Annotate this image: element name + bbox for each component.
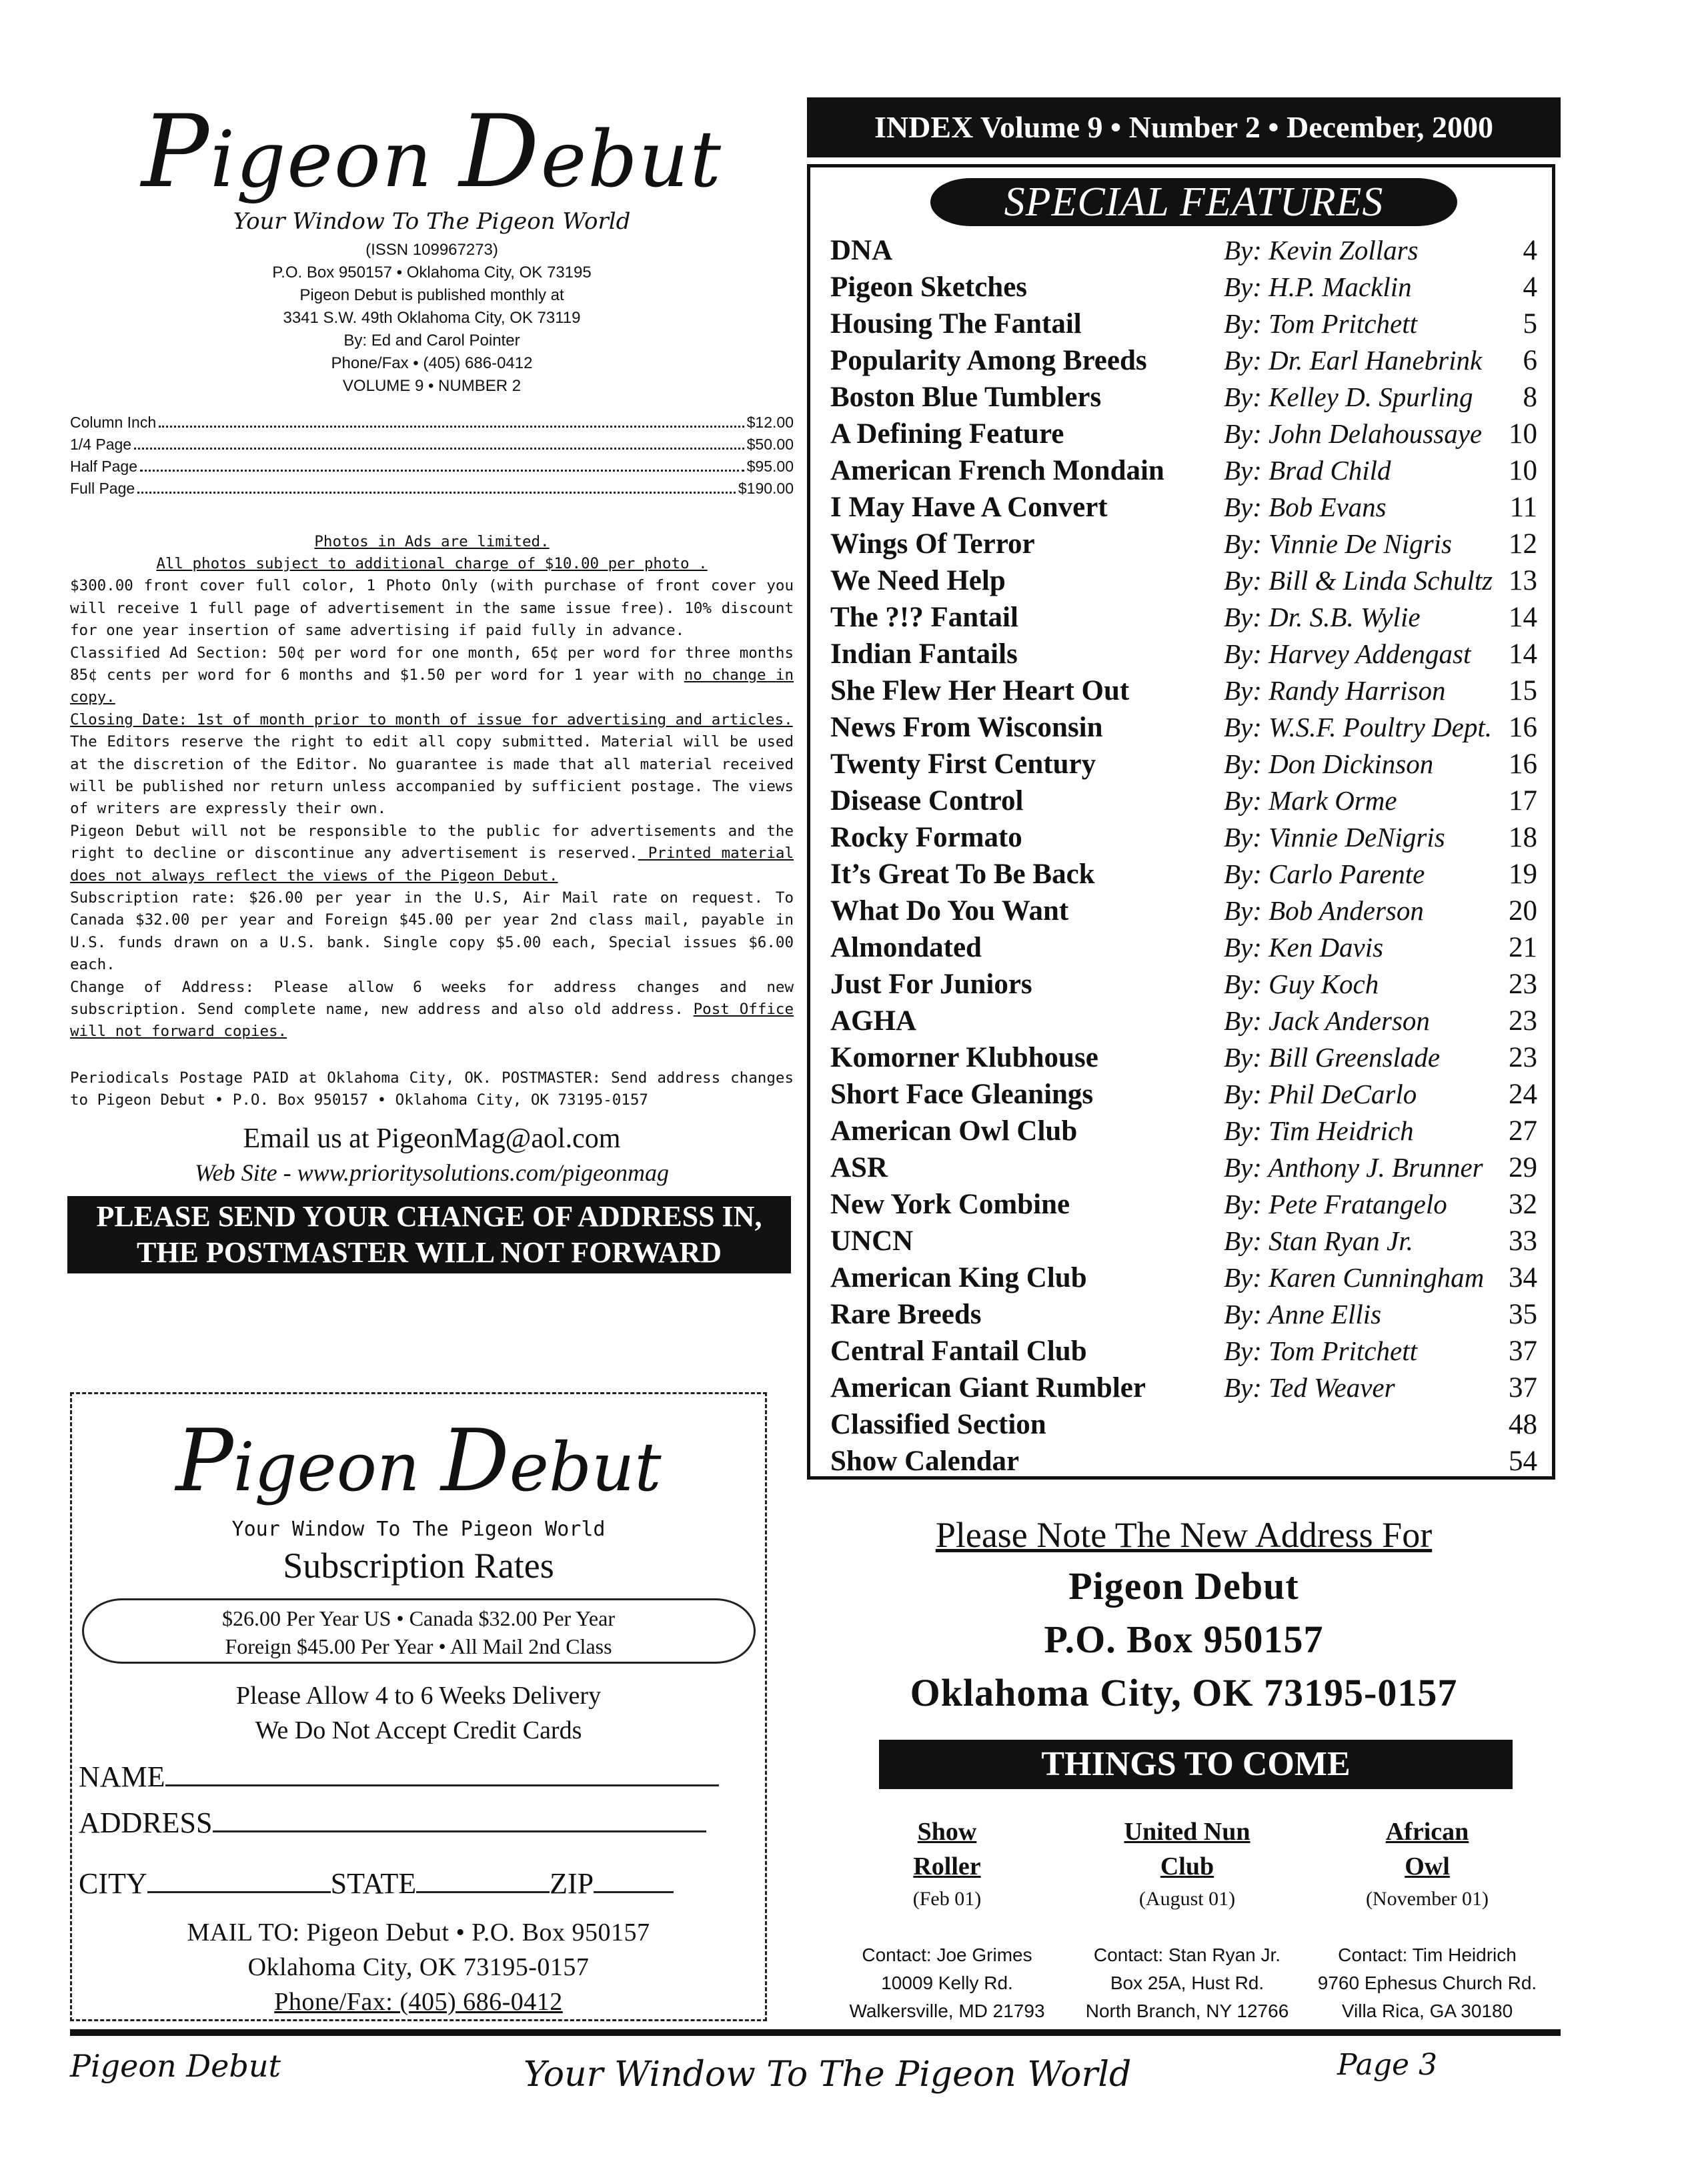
po-box: P.O. Box 950157 • Oklahoma City, OK 73195: [272, 263, 592, 282]
things-to-come: [827, 1814, 1547, 2025]
photos-limited: Photos in Ads are limited.: [314, 532, 550, 550]
change-of-address-terms: Change of Address: Please allow 6 weeks for address changes and new subscription. Send complete name, new address and also old address. Post Office will not forward copies.: [70, 978, 794, 1041]
state-input-line[interactable]: [416, 1868, 550, 1893]
index-entry: [830, 748, 1537, 784]
subscription-terms: Subscription rate: $26.00 per year in the U.S, Air Mail rate on request. To Canada $32.00 per year and Foreign $45.00 per year 2nd class mail, payable in U.S. funds drawn on a U.S. bank. Single copy $5.00 each, Special issues $6.00 each.: [70, 889, 794, 974]
entry-page: 23: [1509, 969, 1537, 1000]
entry-author: By: Carlo Parente: [1224, 859, 1425, 889]
entry-page: 34: [1509, 1262, 1537, 1293]
address-field[interactable]: ADDRESS: [79, 1806, 765, 1840]
entry-title: News From Wisconsin: [830, 712, 1103, 743]
entry-page: 8: [1523, 382, 1537, 413]
entry-title: I May Have A Convert: [830, 492, 1108, 523]
index-entry: [830, 491, 1537, 528]
email-line: Email us at PigeonMag@aol.com: [243, 1123, 621, 1154]
index-entry: [830, 1298, 1537, 1335]
entry-title: Classified Section: [830, 1409, 1046, 1440]
entry-title: Short Face Gleanings: [830, 1079, 1094, 1110]
masthead-logo: Pigeon Debut: [141, 94, 722, 210]
index-entry: [830, 344, 1537, 381]
entry-page: 10: [1509, 455, 1537, 486]
entry-page: 32: [1509, 1189, 1537, 1220]
entry-author: By: Karen Cunningham: [1224, 1262, 1485, 1293]
classified-terms: Classified Ad Section: 50¢ per word for one month, 65¢ per word for three months 85¢ cents per word for 6 months and $1.50 per word for 1 year with no change in copy.: [70, 644, 794, 706]
entry-page: 14: [1509, 602, 1537, 633]
cover-terms: $300.00 front cover full color, 1 Photo Only (with purchase of front cover you will receive 1 full page of advertisement in the same issue free). 10% discount for one year insertion of same advertising if paid fully in advance.: [70, 577, 794, 640]
advertising-terms: [70, 531, 794, 1043]
entry-title: Disease Control: [830, 785, 1024, 816]
entry-author: By: Anthony J. Brunner: [1224, 1152, 1483, 1183]
entry-title: Show Calendar: [830, 1446, 1020, 1477]
closing-date: Closing Date: 1st of month prior to month of issue for advertising and articles.: [70, 710, 793, 728]
entry-title: Indian Fantails: [830, 638, 1018, 670]
entry-page: 15: [1509, 675, 1537, 706]
event-column: Show Roller (Feb 01) Contact: Joe Grimes 10009 Kelly Rd. Walkersville, MD 21793: [849, 1818, 1045, 2021]
city-input-line[interactable]: [147, 1868, 331, 1893]
footer-rule: [70, 2029, 1561, 2036]
index-entry: [830, 271, 1537, 308]
entry-title: ASR: [830, 1152, 888, 1183]
entry-author: By: Bob Anderson: [1224, 895, 1424, 926]
city-state-zip-field[interactable]: CITY STATE ZIP: [79, 1866, 765, 1900]
index-entry: [830, 1225, 1537, 1261]
entry-author: By: Tom Pritchett: [1224, 308, 1418, 339]
name-field[interactable]: NAME: [79, 1760, 765, 1794]
entry-title: American King Club: [830, 1262, 1087, 1293]
index-entry: [830, 784, 1537, 821]
entry-title: Central Fantail Club: [830, 1335, 1087, 1367]
editors-terms: The Editors reserve the right to edit all copy submitted. Material will be used at the discretion of the Editor. No guarantee is made that all material received will be published nor return unless accompanied by sufficient postage. The views of writers are expressly their own.: [70, 733, 794, 818]
entry-author: By: Bill & Linda Schultz: [1224, 565, 1493, 596]
entry-author: By: Brad Child: [1224, 455, 1391, 486]
entry-page: 33: [1509, 1225, 1537, 1257]
index-entry: [830, 528, 1537, 564]
entry-author: By: Ken Davis: [1224, 932, 1384, 963]
entry-page: 5: [1523, 308, 1537, 340]
index-entry: [830, 234, 1537, 271]
entry-author: By: Vinnie De Nigris: [1224, 528, 1452, 559]
entry-title: Housing The Fantail: [830, 308, 1082, 340]
left-column: [70, 94, 794, 1273]
published-monthly: Pigeon Debut is published monthly at: [299, 286, 564, 304]
index-entry: [830, 1041, 1537, 1078]
entry-page: 6: [1523, 345, 1537, 376]
entry-title: It’s Great To Be Back: [830, 859, 1095, 890]
entry-page: 16: [1509, 748, 1537, 780]
entry-title: Pigeon Sketches: [830, 271, 1028, 303]
index-entry: [830, 821, 1537, 858]
entry-page: 16: [1509, 712, 1537, 743]
index-entry: [830, 858, 1537, 895]
entry-author: By: John Delahoussaye: [1224, 418, 1483, 449]
entry-author: By: W.S.F. Poultry Dept.: [1224, 712, 1492, 742]
masthead: [70, 94, 794, 398]
entry-author: By: Kevin Zollars: [1224, 235, 1419, 265]
entry-author: By: Vinnie DeNigris: [1224, 822, 1445, 853]
index-entry: [830, 381, 1537, 418]
new-address-box: P.O. Box 950157: [1044, 1618, 1324, 1661]
delivery-note: Please Allow 4 to 6 Weeks Delivery We Do Not Accept Credit Cards: [235, 1682, 602, 1744]
change-of-address-notice: PLEASE SEND YOUR CHANGE OF ADDRESS IN, THE POSTMASTER WILL NOT FORWARD: [67, 1196, 791, 1273]
subscription-form: [70, 1392, 767, 2021]
responsibility-terms: Pigeon Debut will not be responsible to the public for advertisements and the right to decline or discontinue any advertisement is reserved. Printed material does not always reflect the views of the Pigeon Debut.: [70, 822, 794, 885]
entry-author: By: Dr. Earl Hanebrink: [1224, 345, 1483, 376]
index-entry: [830, 895, 1537, 931]
things-to-come-header: THINGS TO COME: [879, 1740, 1513, 1789]
index-entry: [830, 1335, 1537, 1372]
volume-number: VOLUME 9 • NUMBER 2: [342, 376, 522, 395]
entry-title: UNCN: [830, 1225, 914, 1257]
entry-author: By: Kelley D. Spurling: [1224, 382, 1473, 412]
entry-page: 19: [1509, 859, 1537, 890]
new-address-heading: Please Note The New Address For: [935, 1515, 1433, 1555]
entry-page: 13: [1509, 565, 1537, 596]
footer-title: Pigeon Debut: [70, 2048, 281, 2084]
entry-title: AGHA: [830, 1005, 916, 1037]
entry-title: She Flew Her Heart Out: [830, 675, 1130, 706]
entry-title: Popularity Among Breeds: [830, 345, 1147, 376]
index-entry: [830, 674, 1537, 711]
new-address-name: Pigeon Debut: [1068, 1564, 1299, 1608]
entry-author: By: Bob Evans: [1224, 492, 1387, 522]
entry-title: Komorner Klubhouse: [830, 1042, 1098, 1073]
page-number: Page 3: [1337, 2048, 1438, 2082]
index-entry: [830, 1115, 1537, 1151]
entry-title: Boston Blue Tumblers: [830, 382, 1102, 413]
event-column: African Owl (November 01) Contact: Tim Heidrich 9760 Ephesus Church Rd. Villa Rica, GA 30180: [1317, 1818, 1537, 2021]
index-entry: [830, 931, 1537, 968]
entry-page: 23: [1509, 1005, 1537, 1037]
event-column: United Nun Club (August 01) Contact: Stan Ryan Jr. Box 25A, Hust Rd. North Branch, NY 12766: [1085, 1818, 1289, 2021]
masthead-tagline: Your Window To The Pigeon World: [233, 207, 631, 235]
entry-title: The ?!? Fantail: [830, 602, 1018, 633]
index-entry: [830, 418, 1537, 454]
right-column: [807, 97, 1561, 1480]
entry-title: We Need Help: [830, 565, 1006, 596]
entry-title: DNA: [830, 235, 893, 266]
website-line: Web Site - www.prioritysolutions.com/pigeonmag: [195, 1159, 669, 1186]
entry-title: Just For Juniors: [830, 969, 1032, 1000]
entry-author: By: Jack Anderson: [1224, 1005, 1430, 1036]
entry-author: By: H.P. Macklin: [1224, 271, 1412, 302]
subscription-price-oval: $26.00 Per Year US • Canada $32.00 Per Year Foreign $45.00 Per Year • All Mail 2nd Class: [82, 1598, 756, 1664]
entry-page: 4: [1523, 235, 1537, 266]
entry-title: Almondated: [830, 932, 982, 963]
zip-input-line[interactable]: [594, 1868, 674, 1893]
entry-page: 10: [1509, 418, 1537, 450]
publication-info: [70, 239, 794, 398]
page-footer: [70, 2048, 1561, 2101]
index-entry: [830, 564, 1537, 601]
index-entry: [830, 1445, 1537, 1482]
entry-author: By: Dr. S.B. Wylie: [1224, 602, 1421, 632]
entry-page: 21: [1509, 932, 1537, 963]
entry-page: 20: [1509, 895, 1537, 927]
entry-author: By: Phil DeCarlo: [1224, 1079, 1417, 1109]
index-entry: [830, 1372, 1537, 1408]
rate-row: 1/4 Page $50.00: [70, 435, 794, 453]
entry-page: 35: [1509, 1299, 1537, 1330]
index-entry: [830, 601, 1537, 638]
entry-page: 23: [1509, 1042, 1537, 1073]
entry-author: By: Bill Greenslade: [1224, 1042, 1441, 1073]
entry-page: 14: [1509, 638, 1537, 670]
entry-page: 18: [1509, 822, 1537, 853]
index-entry: [830, 968, 1537, 1005]
entry-page: 17: [1509, 785, 1537, 816]
entry-author: By: Guy Koch: [1224, 969, 1379, 999]
entry-title: What Do You Want: [830, 895, 1069, 927]
new-address-notice: [807, 1514, 1561, 1720]
subscription-logo: Pigeon Debut: [175, 1412, 662, 1511]
entry-author: By: Tom Pritchett: [1224, 1335, 1418, 1366]
index-entry: [830, 638, 1537, 674]
entry-page: 11: [1509, 492, 1537, 523]
index-entry: [830, 1408, 1537, 1445]
entry-page: 37: [1509, 1335, 1537, 1367]
entry-title: American French Mondain: [830, 455, 1164, 486]
entry-author: By: Mark Orme: [1224, 785, 1397, 816]
entry-title: Rocky Formato: [830, 822, 1022, 853]
entry-title: American Owl Club: [830, 1115, 1078, 1147]
index-entry: [830, 454, 1537, 491]
index-entry: [830, 1188, 1537, 1225]
entry-title: Twenty First Century: [830, 748, 1096, 780]
footer-tagline: Your Window To The Pigeon World: [524, 2055, 1132, 2095]
issn: (ISSN 109967273): [365, 240, 498, 259]
index-entry: [830, 1151, 1537, 1188]
entry-title: A Defining Feature: [830, 418, 1064, 450]
special-features-heading: SPECIAL FEATURES: [930, 178, 1457, 226]
entry-page: 27: [1509, 1115, 1537, 1147]
subscription-tagline: Your Window To The Pigeon World: [231, 1518, 606, 1541]
index-entry: [830, 711, 1537, 748]
phone-fax: Phone/Fax • (405) 686-0412: [331, 354, 533, 372]
entry-author: By: Don Dickinson: [1224, 748, 1434, 779]
entry-page: 54: [1509, 1446, 1537, 1477]
name-input-line[interactable]: [165, 1761, 719, 1786]
index-box: [807, 164, 1555, 1480]
entry-page: 12: [1509, 528, 1537, 560]
street-address: 3341 S.W. 49th Oklahoma City, OK 73119: [283, 308, 581, 327]
entry-title: American Giant Rumbler: [830, 1372, 1146, 1404]
index-entry: [830, 1005, 1537, 1041]
entry-title: Wings Of Terror: [830, 528, 1035, 560]
index-header: INDEX Volume 9 • Number 2 • December, 2000: [807, 97, 1561, 157]
address-input-line[interactable]: [213, 1807, 706, 1832]
entry-author: By: Tim Heidrich: [1224, 1115, 1414, 1146]
entry-author: By: Stan Ryan Jr.: [1224, 1225, 1413, 1256]
subscription-title: Subscription Rates: [283, 1546, 554, 1586]
entry-title: New York Combine: [830, 1189, 1070, 1220]
entry-page: 37: [1509, 1372, 1537, 1404]
entry-title: Rare Breeds: [830, 1299, 982, 1330]
entry-page: 29: [1509, 1152, 1537, 1183]
entry-author: By: Randy Harrison: [1224, 675, 1446, 706]
rate-row: Half Page $95.00: [70, 457, 794, 475]
entry-page: 48: [1509, 1409, 1537, 1440]
index-entries: [830, 234, 1537, 1482]
ad-rates: [70, 414, 794, 502]
entry-author: By: Harvey Addengast: [1224, 638, 1471, 669]
photos-charge: All photos subject to additional charge of $10.00 per photo .: [156, 554, 708, 572]
index-entry: [830, 1078, 1537, 1115]
mail-to: MAIL TO: Pigeon Debut • P.O. Box 950157 Oklahoma City, OK 73195-0157 Phone/Fax: (405) 686-0412: [187, 1919, 650, 2016]
entry-page: 24: [1509, 1079, 1537, 1110]
index-entry: [830, 1261, 1537, 1298]
entry-author: By: Pete Fratangelo: [1224, 1189, 1447, 1219]
entry-author: By: Anne Ellis: [1224, 1299, 1382, 1329]
entry-author: By: Ted Weaver: [1224, 1372, 1395, 1403]
periodicals-postage: Periodicals Postage PAID at Oklahoma City, OK. POSTMASTER: Send address changes to Pigeon Debut • P.O. Box 950157 • Oklahoma City, OK 73195-0157: [70, 1069, 794, 1109]
editors-line: By: Ed and Carol Pointer: [343, 331, 520, 350]
entry-page: 4: [1523, 271, 1537, 303]
rate-row: Full Page $190.00: [70, 479, 794, 497]
rate-row: Column Inch $12.00: [70, 413, 794, 431]
new-address-city: Oklahoma City, OK 73195-0157: [910, 1671, 1458, 1714]
index-entry: [830, 308, 1537, 344]
